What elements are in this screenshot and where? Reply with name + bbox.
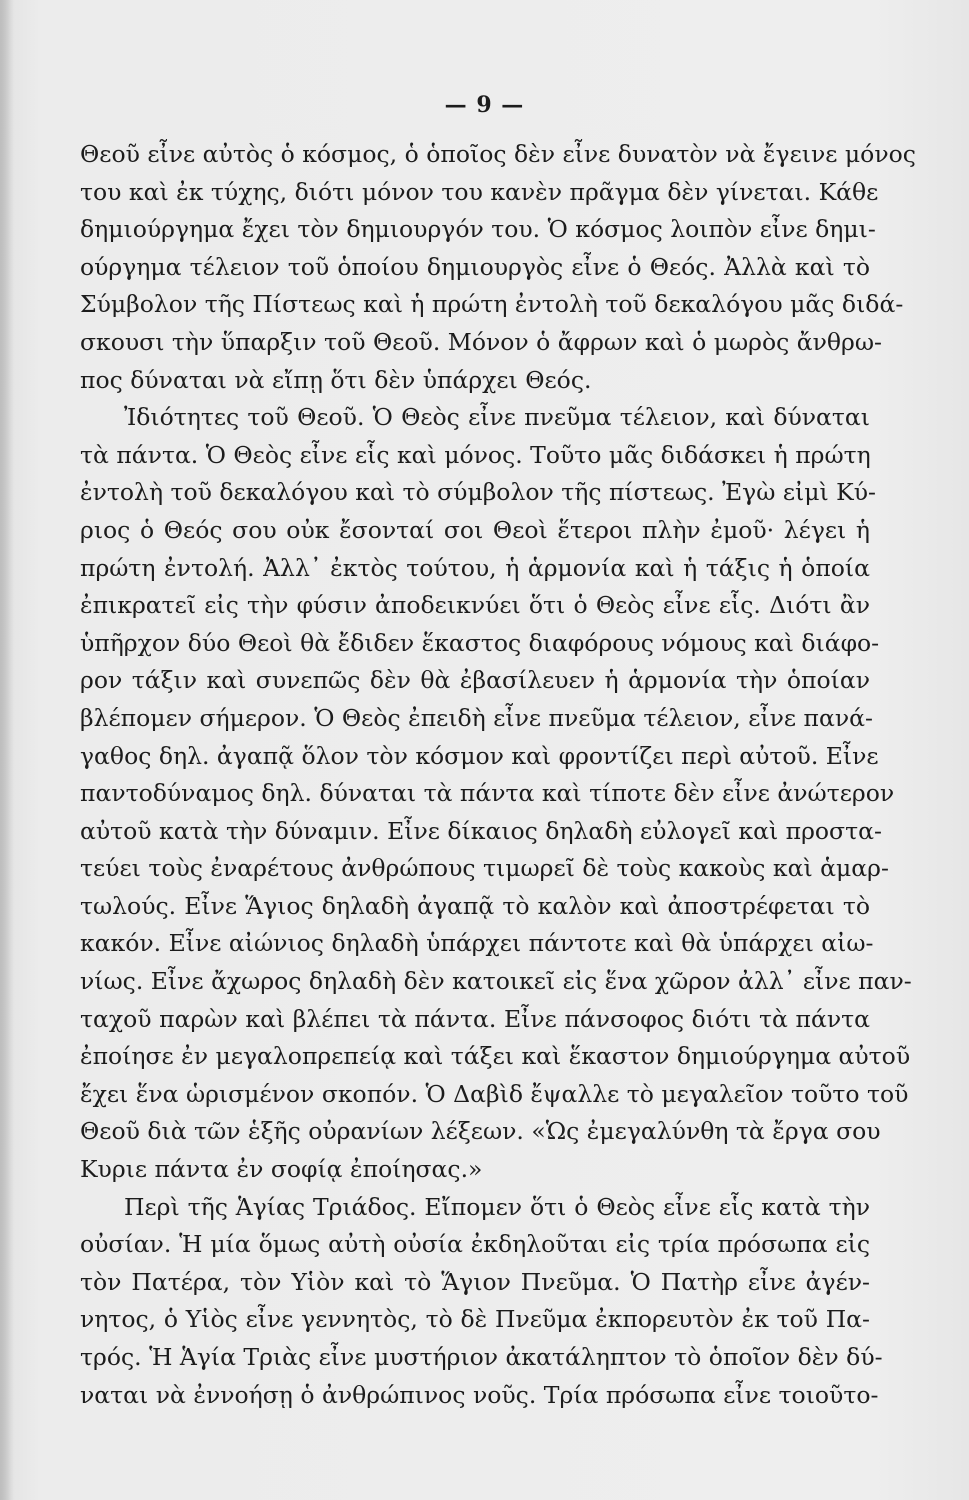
text-line: ἐποίησε ἐν μεγαλοπρεπείᾳ καὶ τάξει καὶ ἕκαστον δημιούργημα αὐτοῦ [80, 1042, 911, 1071]
text-line: βλέπομεν σήμερον. Ὁ Θεὸς ἐπειδὴ εἶνε πνεῦμα τέλειον, εἶνε πανά- [80, 703, 873, 732]
text-line: γαθος δηλ. ἀγαπᾷ ὅλον τὸν κόσμον καὶ φροντίζει περὶ αὐτοῦ. Εἶνε [80, 741, 879, 770]
text-line: παντοδύναμος δηλ. δύναται τὰ πάντα καὶ τίποτε δὲν εἶνε ἀνώτερον [80, 779, 895, 808]
text-line: τεύει τοὺς ἐναρέτους ἀνθρώπους τιμωρεῖ δὲ τοὺς κακοὺς καὶ ἁμαρ- [80, 854, 889, 883]
text-line: Θεοῦ διὰ τῶν ἑξῆς οὐρανίων λέξεων. «Ὡς ἐμεγαλύνθη τὰ ἔργα σου [80, 1117, 881, 1146]
text-line: νίως. Εἶνε ἄχωρος δηλαδὴ δὲν κατοικεῖ εἰς ἕνα χῶρον ἀλλ᾽ εἶνε παν- [80, 967, 912, 996]
text-line: ριος ὁ Θεός σου οὐκ ἔσονταί σοι Θεοὶ ἕτεροι πλὴν ἐμοῦ· λέγει ἡ [80, 515, 870, 544]
text-line: οὐσίαν. Ἡ μία ὅμως αὐτὴ οὐσία ἐκδηλοῦται εἰς τρία πρόσωπα εἰς [80, 1230, 870, 1259]
text-line: ἔχει ἕνα ὡρισμένον σκοπόν. Ὁ Δαβὶδ ἔψαλλε τὸ μεγαλεῖον τοῦτο τοῦ [80, 1079, 909, 1108]
text-line: κακόν. Εἶνε αἰώνιος δηλαδὴ ὑπάρχει πάντοτε καὶ θὰ ὑπάρχει αἰω- [80, 929, 874, 958]
text-line: ναται νὰ ἐννοήσῃ ὁ ἀνθρώπινος νοῦς. Τρία πρόσωπα εἶνε τοιοῦτο- [80, 1380, 879, 1409]
text-line: ἐντολὴ τοῦ δεκαλόγου καὶ τὸ σύμβολον τῆς πίστεως. Ἐγὼ εἰμὶ Κύ- [80, 478, 876, 507]
text-line: δημιούργημα ἔχει τὸν δημιουργόν του. Ὁ κόσμος λοιπὸν εἶνε δημι- [80, 215, 876, 244]
text-line: ούργημα τέλειον τοῦ ὁποίου δημιουργὸς εἶνε ὁ Θεός. Ἀλλὰ καὶ τὸ [80, 252, 870, 281]
text-line: Περὶ τῆς Ἁγίας Τριάδος. Εἴπομεν ὅτι ὁ Θεὸς εἶνε εἷς κατὰ τὴν [124, 1192, 870, 1221]
text-line: ὑπῆρχον δύο Θεοὶ θὰ ἔδιδεν ἕκαστος διαφόρους νόμους καὶ διάφο- [80, 628, 880, 657]
text-line: Θεοῦ εἶνε αὐτὸς ὁ κόσμος, ὁ ὁποῖος δὲν εἶνε δυνατὸν νὰ ἔγεινε μόνος [80, 140, 916, 168]
text-line: τρός. Ἡ Ἁγία Τριὰς εἶνε μυστήριον ἀκατάληπτον τὸ ὁποῖον δὲν δύ- [80, 1343, 883, 1371]
text-line: ἐπικρατεῖ εἰς τὴν φύσιν ἀποδεικνύει ὅτι ὁ Θεὸς εἶνε εἷς. Διότι ἂν [80, 591, 870, 620]
text-line: ταχοῦ παρὼν καὶ βλέπει τὰ πάντα. Εἶνε πάνσοφος διότι τὰ πάντα [80, 1004, 870, 1033]
text-line: ρον τάξιν καὶ συνεπῶς δὲν θὰ ἐβασίλευεν ἡ ἁρμονία τὴν ὁποίαν [80, 666, 870, 695]
text-line: αὐτοῦ κατὰ τὴν δύναμιν. Εἶνε δίκαιος δηλαδὴ εὐλογεῖ καὶ προστα- [80, 816, 882, 845]
text-line: Σύμβολον τῆς Πίστεως καὶ ἡ πρώτη ἐντολὴ τοῦ δεκαλόγου μᾶς διδά- [80, 290, 904, 319]
text-line: τωλούς. Εἶνε Ἅγιος δηλαδὴ ἀγαπᾷ τὸ καλὸν καὶ ἀποστρέφεται τὸ [80, 891, 870, 920]
text-line: πρώτη ἐντολή. Ἀλλ᾽ ἐκτὸς τούτου, ἡ ἁρμονία καὶ ἡ τάξις ἡ ὁποία [80, 553, 870, 582]
text-line: τὸν Πατέρα, τὸν Υἱὸν καὶ τὸ Ἅγιον Πνεῦμα. Ὁ Πατὴρ εἶνε ἀγέν- [80, 1267, 870, 1296]
text-line: νητος, ὁ Υἱὸς εἶνε γεννητὸς, τὸ δὲ Πνεῦμα ἐκπορευτὸν ἐκ τοῦ Πα- [80, 1305, 870, 1334]
text-line: Κυριε πάντα ἐν σοφίᾳ ἐποίησας.» [80, 1155, 483, 1184]
text-line: σκουσι τὴν ὕπαρξιν τοῦ Θεοῦ. Μόνον ὁ ἄφρων καὶ ὁ μωρὸς ἄνθρω- [80, 327, 882, 356]
page-number: — 9 — [444, 92, 525, 118]
text-line: πος δύναται νὰ εἴπῃ ὅτι δὲν ὑπάρχει Θεός. [80, 365, 592, 394]
body-text [80, 136, 916, 1414]
page-edge-shadow [0, 0, 14, 1500]
text-line: Ἰδιότητες τοῦ Θεοῦ. Ὁ Θεὸς εἶνε πνεῦμα τέλειον, καὶ δύναται [124, 403, 870, 432]
text-line: του καὶ ἐκ τύχης, διότι μόνον του κανὲν πρᾶγμα δὲν γίνεται. Κάθε [80, 177, 879, 206]
text-line: τὰ πάντα. Ὁ Θεὸς εἶνε εἷς καὶ μόνος. Τοῦτο μᾶς διδάσκει ἡ πρώτη [80, 440, 871, 469]
